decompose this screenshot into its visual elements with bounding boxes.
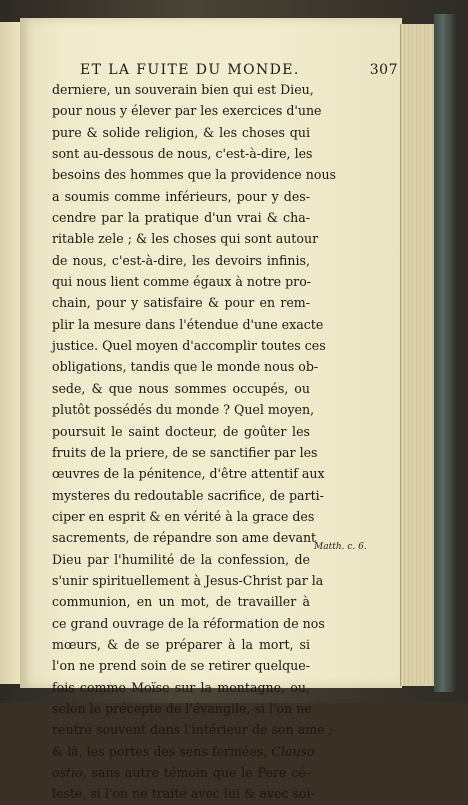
text-line: ce grand ouvrage de la réformation de nos [52, 615, 325, 631]
text-line: rentre souvent dans l'intérieur de son ame ; [52, 722, 333, 738]
text-line: justice. Quel moyen d'accomplir toutes ces [52, 338, 326, 354]
text-line: poursuit le saint docteur, de goûter les [52, 423, 310, 439]
running-head-title: ET LA FUITE DU MONDE. [80, 62, 300, 78]
text-line: sacrements, de répandre son ame devant [52, 530, 317, 546]
text-line: & là, les portes des sens fermées, Clauso [52, 743, 315, 759]
text-line: Dieu par l'humilité de la confession, de [52, 551, 310, 567]
text-line: qui nous lient comme égaux à notre pro- [52, 274, 312, 290]
text-line: plir la mesure dans l'étendue d'une exacte [52, 316, 324, 332]
text-line: leste, si l'on ne traite avec lui & avec soi- [52, 786, 315, 802]
text-line: fois comme Moïse sur la montagne, ou, [52, 679, 310, 695]
text-line: derniere, un souverain bien qui est Dieu, [52, 82, 314, 97]
text-line: sont au-dessous de nous, c'est-à-dire, les [52, 146, 313, 162]
text-line: obligations, tandis que le monde nous ob- [52, 359, 319, 375]
body-text [52, 79, 337, 805]
text-line: ciper en esprit & en vérité à la grace des [52, 508, 315, 524]
text-line: mœurs, & de se préparer à la mort, si [52, 636, 310, 652]
text-line: de nous, c'est-à-dire, les devoirs infinis, [52, 252, 310, 268]
text-line: chain, pour y satisfaire & pour en rem- [52, 295, 310, 311]
text-line: besoins des hommes que la providence nous [52, 167, 337, 183]
text-line: ritable zele ; & les choses qui sont autour [52, 231, 319, 247]
text-line: sede, & que nous sommes occupés, ou [52, 380, 310, 396]
text-line: pure & solide religion, & les choses qui [52, 124, 310, 140]
text-line: fruits de la priere, de se sanctifier par les [52, 444, 318, 460]
margin-note: Matth. c. 6. [314, 542, 367, 552]
text-line: pour nous y élever par les exercices d'une [52, 103, 322, 119]
text-line: œuvres de la pénitence, d'être attentif aux [52, 466, 325, 482]
text-line: l'on ne prend soin de se retirer quelque- [52, 658, 310, 674]
running-head [80, 62, 410, 78]
text-line: communion, en un mot, de travailler à [52, 594, 310, 610]
book-cover-edge [434, 14, 456, 692]
text-line: s'unir spirituellement à Jesus-Christ par la [52, 572, 324, 588]
text-line: mysteres du redoutable sacrifice, de parti- [52, 487, 324, 503]
text-line: selon le précepte de l'évangile, si l'on ne [52, 700, 312, 716]
page-stack-edge [400, 24, 435, 686]
text-line: ostio, sans autre témoin que le Pere cé- [52, 765, 310, 780]
page-number: 307 [369, 62, 398, 78]
text-line: a soumis comme inférieurs, pour y des- [52, 188, 310, 204]
text-line: plutôt possédés du monde ? Quel moyen, [52, 402, 315, 418]
facing-page-edge [0, 22, 21, 684]
text-line: cendre par la pratique d'un vrai & cha- [52, 210, 310, 226]
